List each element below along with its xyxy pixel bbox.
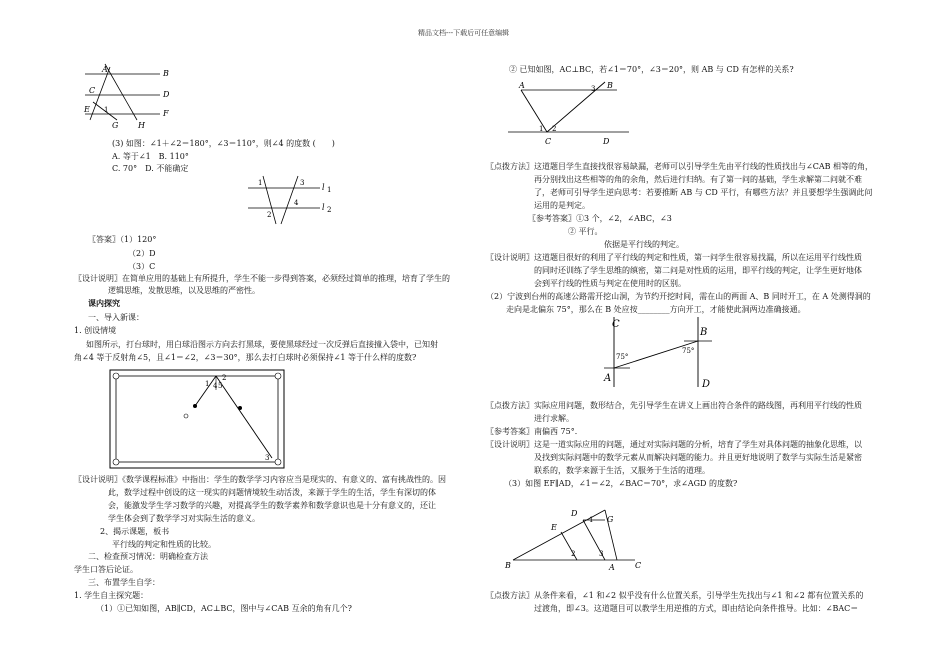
tip-1-cont: 再分别找出这些相等的角的余角，然后进行归纳。有了第一问的基础，学生求解第二问就不难 [534, 175, 862, 184]
fig1-label: H [138, 121, 145, 130]
fig2-label: 1 [327, 186, 332, 194]
fig3-label: A [519, 81, 525, 90]
fig3-label: D [603, 137, 610, 146]
fig5-label: B [505, 561, 511, 570]
page-header: 精品文档---下载后可任意编辑 [418, 29, 510, 37]
step-1: 一、导入新课： [88, 313, 144, 322]
step-4: 三、布置学生自学： [88, 578, 160, 587]
design-note-3-cont: 的同时还训练了学生思维的缜密，第二问是对性质的运用，即平行线的判定，让学生更好地体 [534, 266, 862, 275]
fig4-label: B [700, 327, 708, 338]
answer-3: （3）C [128, 262, 156, 271]
figure-parallel-lines-2 [248, 174, 338, 226]
table-label: 1 [205, 380, 210, 388]
fig2-label: 2 [267, 211, 272, 219]
design-note-1: 〖设计说明〗在简单应用的基础上有所提升，学生不能一步得到答案，必须经过简单的推理，培育了学生的 [74, 274, 450, 283]
fig2-label: l [322, 183, 325, 192]
table-label: 4 [213, 382, 218, 390]
step-3-detail: 学生口答后论证。 [74, 565, 138, 574]
design-note-2-cont: 学生体会到了数学学习对实际生活的意义。 [108, 514, 260, 523]
answer-2: （2）D [128, 249, 156, 258]
exercise-2: ② 已知如图，AC⊥BC，若∠1＝70°，∠3＝20°，则 AB 与 CD 有怎样的关系? [509, 65, 794, 74]
step-2-topic: 平行线的判定和性质的比较。 [112, 540, 216, 549]
fig1-label: 1 [104, 106, 109, 114]
fig2-label: l [322, 203, 325, 212]
answer-1: 〖答案〗（1）120° [88, 235, 157, 244]
fig3-label: B [607, 81, 613, 90]
fig4-label: A [604, 373, 612, 384]
tip-2-cont: 进行求解。 [534, 414, 574, 423]
design-note-3: 〖设计说明〗这道题目很好的利用了平行线的判定和性质，第一问学生很容易找漏，所以在运用平行线性质 [486, 253, 862, 262]
tip-1: 〖点拨方法〗这道题目学生直接找很容易缺漏，老师可以引导学生先由平行线的性质找出与∠CAB 相等的角， [486, 162, 874, 171]
fig5-label: A [609, 563, 615, 572]
fig1-label: A [102, 65, 108, 74]
figure-perpendicular-lines [505, 78, 635, 148]
design-note-2-cont: 会，能激发学生学习数学的兴趣，对提高学生的数学素养和数学意识也是十分有意义的，还让 [108, 501, 436, 510]
tip-1-cont: 了，老师可引导学生逆向思考：若要推断 AB 与 CD 平行，有哪些方法？并且要想学生强调此问 [534, 188, 873, 197]
fig1-label: E [84, 105, 90, 114]
fig4-label: D [702, 379, 711, 390]
fig3-label: 3 [591, 85, 596, 93]
fig3-label: C [545, 137, 552, 146]
fig1-label: D [163, 90, 170, 99]
fig1-label: F [163, 109, 169, 118]
question-3-options-ab: A. 等于∠1 B. 110° [112, 152, 189, 161]
reference-answer-2: 〖参考答案〗南偏西 75°． [486, 427, 583, 436]
design-note-2-cont: 此，数学过程中创设的这一现实的问题情境较生动活泼，来源于学生的生活，学生有深切的体 [108, 488, 436, 497]
intro-text-line2: 角∠4 等于反射角∠5，且∠1＝∠2，∠3＝30°，那么去打白球时必须保持∠1 等于什么样的度数? [74, 353, 417, 362]
tip-3-cont: 过渡角，即∠3。这道题目可以教学生用逆推的方式，即由结论向条件推导。比如：∠BAC＝ [534, 604, 859, 613]
fig1-label: B [163, 69, 169, 78]
design-note-3-cont: 会到平行线的性质与判定在使用时的区别。 [534, 279, 686, 288]
reference-answer-1-b: ② 平行。 [568, 227, 603, 236]
fig1-label: G [112, 121, 119, 130]
table-label: 2 [222, 374, 227, 382]
step-4-1: 1. 学生自主探究题： [74, 591, 149, 600]
figure-parallel-lines-1 [85, 62, 195, 132]
step-1-1: 1. 创设情境 [74, 326, 117, 335]
intro-text-line1: 如图所示，打台球时，用白球沿图示方向去打黑球，要使黑球经过一次反弹后直接撞入袋中，已知射 [86, 340, 438, 349]
fig5-label: C [635, 561, 642, 570]
design-note-1-cont: 逻辑思维，发散思维，以及思维的严密性。 [108, 286, 260, 295]
design-note-4: 〖设计说明〗这是一道实际应用的问题，通过对实际问题的分析，培育了学生对具体问题的抽象化思维，以 [486, 440, 862, 449]
fig2-label: 3 [300, 179, 305, 187]
design-note-4-cont: 及找到实际问题中的数学元素从而解决问题的能力。并且更好地说明了数学与实际生活是紧密 [534, 453, 862, 462]
fig5-label: G [607, 515, 614, 524]
design-note-4-cont: 联系的，数学来源于生活，又服务于生活的道理。 [534, 466, 710, 475]
fig3-label: 1 [539, 125, 544, 133]
tip-1-cont: 运用的是判定。 [534, 201, 590, 210]
reference-answer-1: 〖参考答案〗①3 个，∠2，∠ABC，∠3 [528, 214, 672, 223]
tip-3: 〖点拨方法〗从条件来看，∠1 和∠2 似乎没有什么位置关系，引导学生先找出与∠1 和∠2 都有位置关系的 [486, 591, 864, 600]
table-label: 5 [218, 382, 223, 390]
figure-billiard-table [110, 370, 285, 470]
fig4-label: C [612, 319, 620, 330]
fig5-label: 3 [599, 550, 604, 558]
tip-2: 〖点拨方法〗实际应用问题，数形结合，先引导学生在讲义上画出符合条件的路线图，再利用平行线的性质 [486, 401, 862, 410]
design-note-2: 〖设计说明〗《数学课程标准》中指出：学生的数学学习内容应当是现实的、有意义的、富有挑战性的。因 [74, 475, 446, 484]
fig4-label: 75° [682, 347, 695, 355]
reference-answer-1-c: 依据是平行线的判定。 [604, 240, 684, 249]
exercise-1: （1）①已知如图，AB∥CD，AC⊥BC，图中与∠CAB 互余的角有几个? [96, 604, 352, 613]
fig2-label: 2 [327, 206, 332, 214]
fig4-label: 75° [616, 353, 629, 361]
exercise-2b-cont: 走向是北偏东 75°，那么在 B 处应按________方向开工，才能使此洞两边准确接通。 [506, 305, 806, 314]
fig5-label: D [571, 509, 578, 518]
step-3: 二、检查预习情况：明确检查方法 [88, 552, 208, 561]
figure-triangle [505, 500, 645, 572]
fig5-label: E [551, 523, 557, 532]
figure-tunnel [600, 315, 720, 393]
fig5-label: 2 [571, 550, 576, 558]
section-title: 课内探究 [88, 298, 120, 308]
question-3-options-cd: C. 70° D. 不能确定 [112, 164, 189, 173]
fig2-label: 4 [294, 199, 299, 207]
fig3-label: 2 [552, 125, 557, 133]
fig2-label: 1 [258, 179, 263, 187]
fig5-label: 1 [589, 516, 594, 524]
exercise-3: （3）如图 EF∥AD，∠1＝∠2，∠BAC＝70°，求∠AGD 的度数? [504, 479, 738, 488]
step-2: 2、揭示课题，板书 [100, 527, 170, 536]
table-label: 3 [265, 454, 270, 462]
question-3: (3) 如图：∠1＋∠2＝180°，∠3＝110°，则∠4 的度数 ( ) [112, 139, 335, 148]
exercise-2b: （2）宁波到台州的高速公路需开挖山洞，为节约开挖时间，需在山的两面 A、B 同时开工，在 A 处测得洞的 [486, 292, 871, 301]
fig1-label: C [89, 86, 96, 95]
